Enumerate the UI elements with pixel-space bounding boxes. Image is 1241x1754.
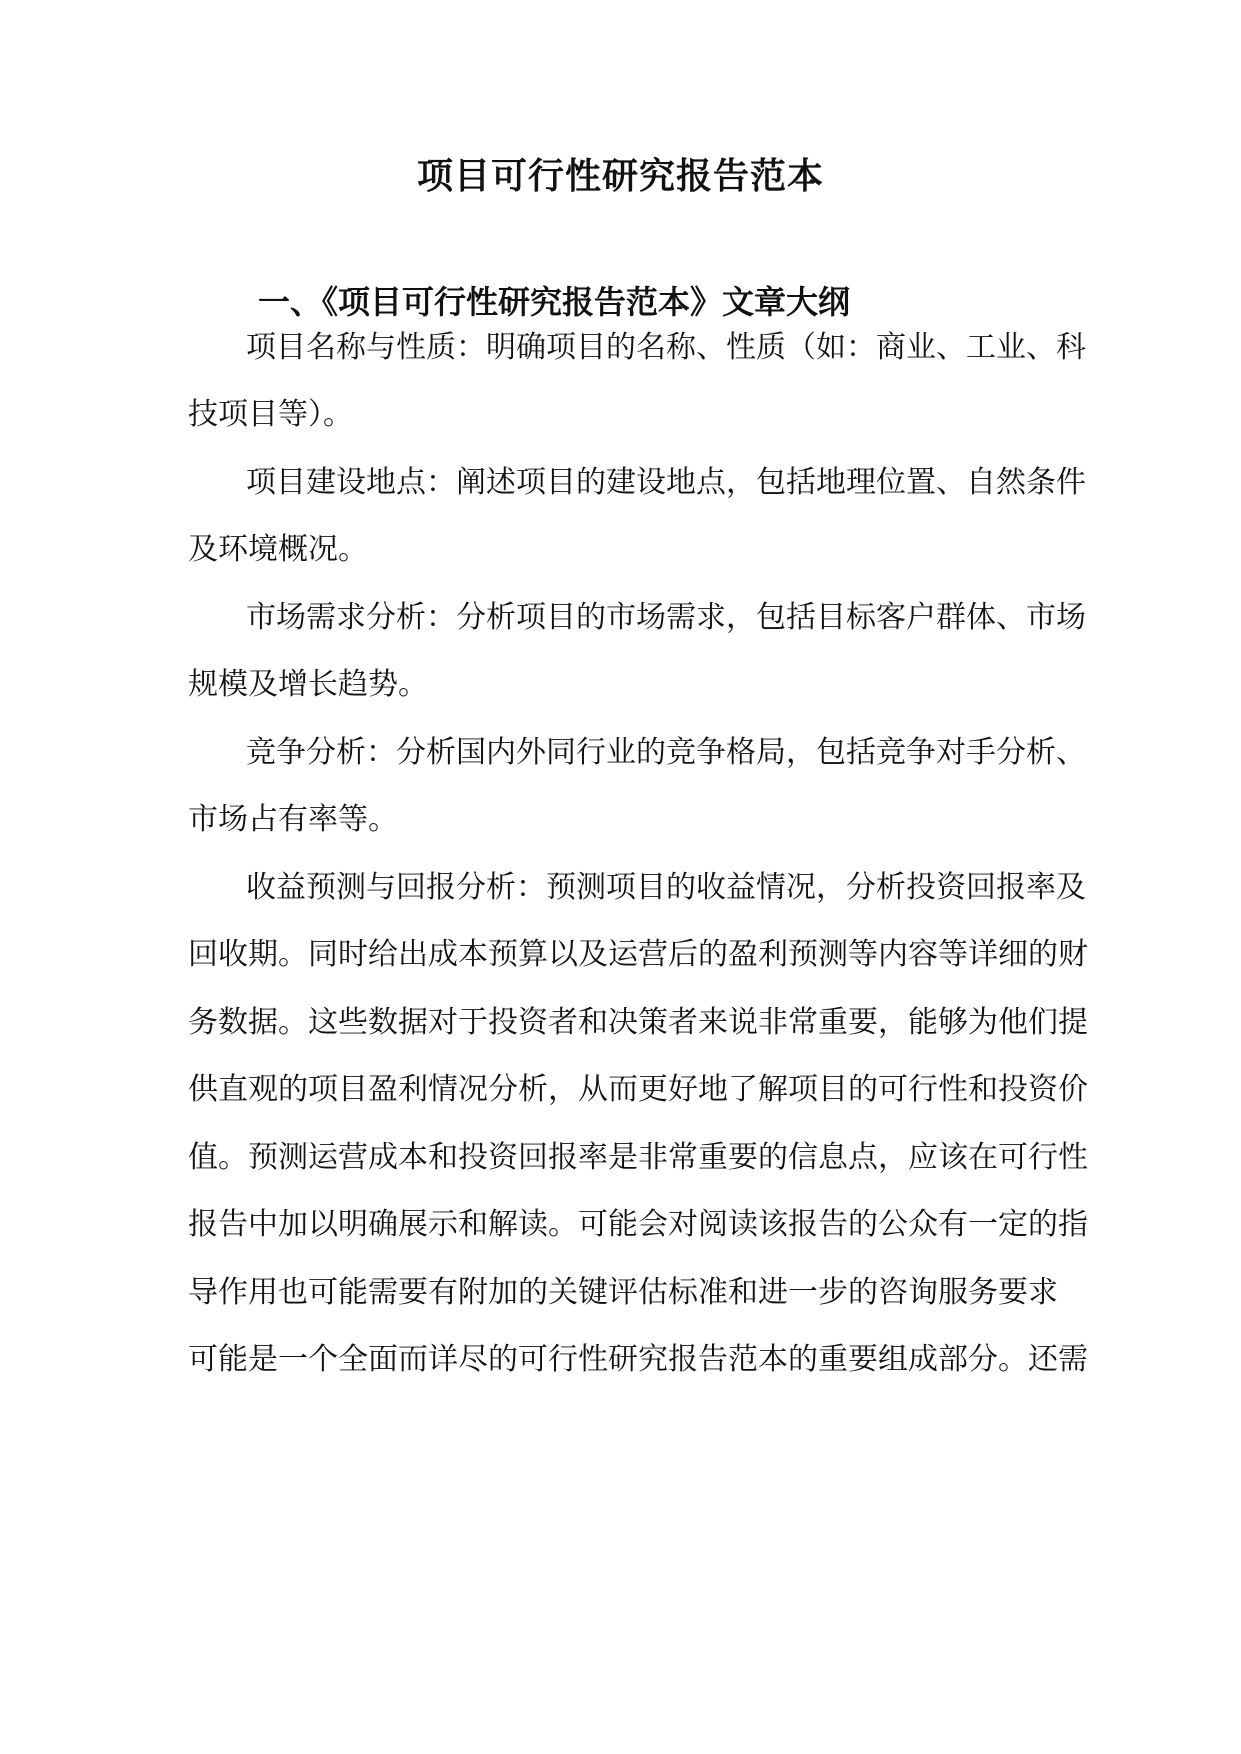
paragraph-line: 导作用也可能需要有附加的关键评估标准和进一步的咨询服务要求	[188, 1275, 1058, 1310]
paragraph-line: 回收期。同时给出成本预算以及运营后的盈利预测等内容等详细的财	[188, 937, 1088, 972]
paragraph-line: 市场占有率等。	[188, 802, 398, 837]
paragraph-line: 供直观的项目盈利情况分析，从而更好地了解项目的可行性和投资价	[188, 1072, 1088, 1107]
paragraph-line: 项目建设地点：阐述项目的建设地点，包括地理位置、自然条件	[246, 465, 1086, 500]
paragraph-line: 值。预测运营成本和投资回报率是非常重要的信息点，应该在可行性	[188, 1140, 1088, 1175]
paragraph-line: 市场需求分析：分析项目的市场需求，包括目标客户群体、市场	[246, 600, 1086, 635]
paragraph-line: 及环境概况。	[188, 532, 368, 567]
paragraph-line: 可能是一个全面而详尽的可行性研究报告范本的重要组成部分。还需	[188, 1342, 1088, 1377]
document-title: 项目可行性研究报告范本	[416, 155, 824, 197]
paragraph-line: 收益预测与回报分析：预测项目的收益情况，分析投资回报率及	[246, 870, 1086, 905]
paragraph-line: 务数据。这些数据对于投资者和决策者来说非常重要，能够为他们提	[188, 1005, 1088, 1040]
section-heading: 一、《项目可行性研究报告范本》文章大纲	[258, 283, 851, 321]
paragraph-line: 报告中加以明确展示和解读。可能会对阅读该报告的公众有一定的指	[188, 1207, 1088, 1242]
paragraph-line: 竞争分析：分析国内外同行业的竞争格局，包括竞争对手分析、	[246, 735, 1086, 770]
paragraph-line: 项目名称与性质：明确项目的名称、性质（如：商业、工业、科	[246, 330, 1086, 365]
paragraph-line: 规模及增长趋势。	[188, 667, 428, 702]
paragraph-line: 技项目等）。	[188, 397, 353, 432]
